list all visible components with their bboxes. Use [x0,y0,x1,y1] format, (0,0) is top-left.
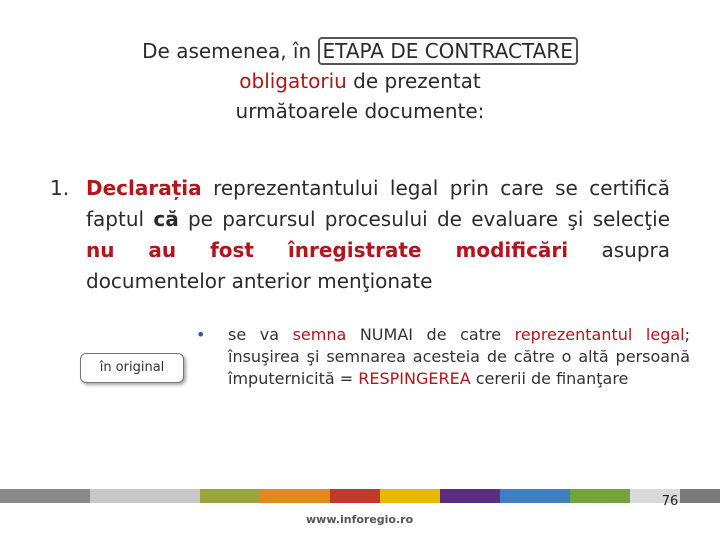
footer-bar-segment [380,489,440,503]
bullet-part-1: se va [228,325,293,344]
footer-bar-segment [200,489,260,503]
declaration-emphasis: nu au fost înregistrate modificări [86,238,569,262]
slide-heading [100,36,620,126]
footer-bar-segment [570,489,630,503]
declaration-part-2: pe parcursul procesului de evaluare şi selecţie [178,207,670,231]
bullet-numai: NUMAI [346,325,413,344]
declaration-ca: că [153,207,179,231]
heading-prefix: De asemenea, în [142,39,318,63]
footer-bar-segment [90,489,200,503]
footer-bar-segment [330,489,380,503]
heading-line-2-rest: de prezentat [346,69,481,93]
bullet-part-2: de catre [412,325,515,344]
heading-line-2 [100,66,620,96]
obligatory-word: obligatoriu [239,69,347,93]
footer-bar-segment [500,489,570,503]
stage-label: ETAPA DE CONTRACTARE [318,37,578,65]
declaration-text [86,173,670,297]
list-item-declaration [50,173,670,297]
declaration-part-3: asupra documentelor anterior menţionate [86,238,670,293]
bullet-note [196,324,690,390]
bullet-semna: semna [292,325,347,344]
heading-line-1 [100,36,620,66]
original-label-box: în original [80,353,184,383]
footer-bar-segment [0,489,90,503]
footer-bar-segment [260,489,330,503]
bullet-representative: reprezentantul legal [514,325,685,344]
bullet-text [228,324,690,390]
bullet-marker: • [196,325,206,344]
declaration-keyword: Declarația [86,176,202,200]
declaration-part-1: reprezentantului legal prin care se certifică faptul [86,176,670,231]
heading-line-3: următoarele documente: [235,99,485,123]
bullet-part-4: cererii de finanţare [470,369,629,388]
bullet-part-3: ; însuşirea şi semnarea acesteia de către o altă persoană împuternicită = [228,325,690,388]
footer-color-bar [0,489,720,503]
page-number: 76 [661,494,679,509]
footer-url: www.inforegio.ro [306,513,414,526]
list-number: 1. [50,176,70,200]
bullet-rejection: RESPINGEREA [358,369,471,388]
footer-bar-segment [440,489,500,503]
